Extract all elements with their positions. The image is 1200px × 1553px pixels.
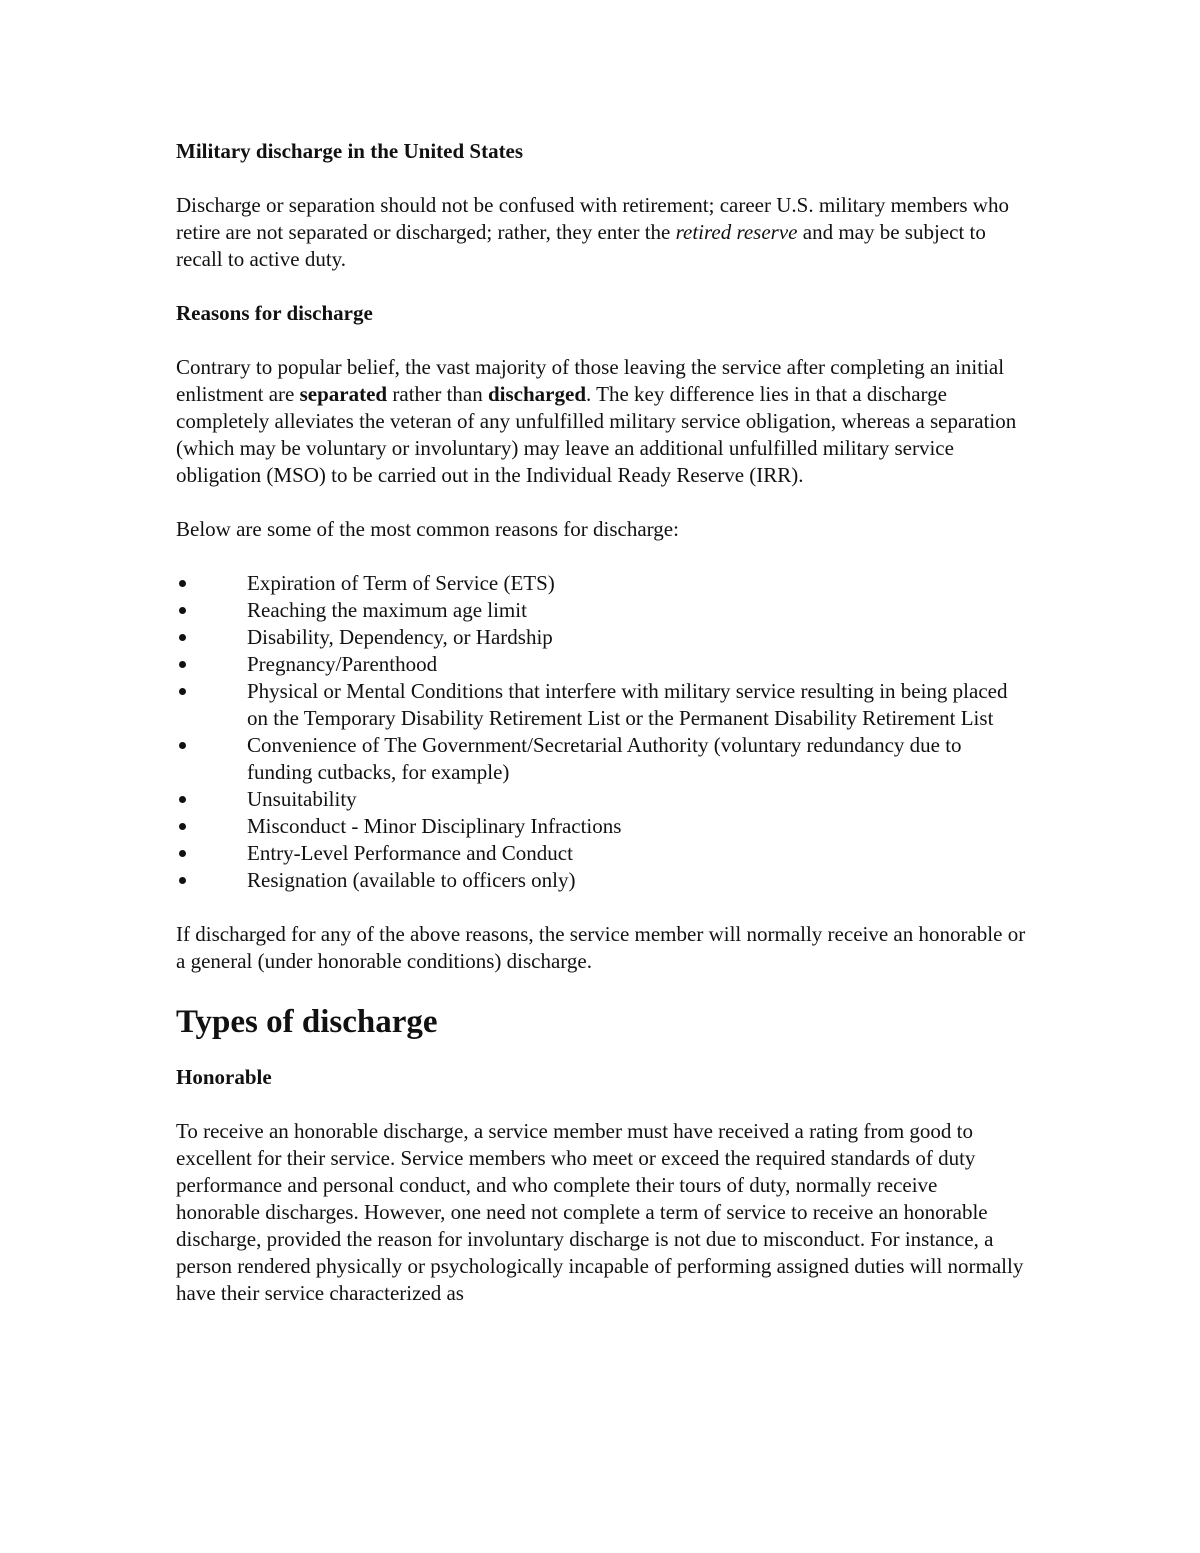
list-item: [247, 786, 1026, 813]
list-item-text: Disability, Dependency, or Hardship: [247, 625, 553, 649]
list-item-text: Pregnancy/Parenthood: [247, 652, 438, 676]
list-item: [247, 597, 1026, 624]
list-item: [247, 867, 1026, 894]
list-item: [247, 651, 1026, 678]
honorable-paragraph: To receive an honorable discharge, a service member must have received a rating from good to excellent for their service. Service members who meet or exceed the required standards of duty performance and personal conduct, and who complete their tours of duty, normally receive honorable discharges. However, one need not complete a term of service to receive an honorable discharge, provided the reason for involuntary discharge is not due to misconduct. For instance, a person rendered physically or psychologically incapable of performing assigned duties will normally have their service characterized as: [176, 1119, 1024, 1305]
list-item: [247, 570, 1026, 597]
document-title: Military discharge in the United States: [176, 139, 524, 163]
intro-italic-term: retired reserve: [675, 220, 798, 244]
list-item-text: Expiration of Term of Service (ETS): [247, 571, 555, 595]
types-heading: Types of discharge: [176, 1004, 438, 1040]
list-intro: Below are some of the most common reasons for discharge:: [176, 517, 679, 541]
reasons-list: [176, 570, 1026, 894]
list-item-text: Convenience of The Government/Secretarial Authority (voluntary redundancy due to funding cutbacks, for example): [247, 733, 962, 784]
list-item-text: Reaching the maximum age limit: [247, 598, 527, 622]
reasons-bold-separated: separated: [299, 382, 388, 406]
list-item: [247, 732, 1026, 786]
list-outro: If discharged for any of the above reasons, the service member will normally receive an honorable or a general (under honorable conditions) discharge.: [176, 922, 1026, 973]
intro-text-1: Discharge or separation should not be confused with retirement; career U.S. military members who retire are not separated or discharged; rather, they enter the: [176, 193, 1009, 244]
list-item: [247, 813, 1026, 840]
intro-text-2: and may be subject to recall to active duty.: [176, 220, 986, 271]
list-item-text: Misconduct - Minor Disciplinary Infractions: [247, 814, 622, 838]
reasons-text-2: rather than: [387, 382, 488, 406]
list-item: [247, 624, 1026, 651]
honorable-heading: Honorable: [176, 1065, 272, 1089]
reasons-text-3: . The key difference lies in that a discharge completely alleviates the veteran of any unfulfilled military service obligation, whereas a separation (which may be voluntary or involuntary) may leave an additional unfulfilled military service obligation (MSO) to be carried out in the Individual Ready Reserve (IRR).: [176, 382, 1017, 487]
document-page: [176, 138, 1026, 1334]
intro-paragraph: [176, 192, 1026, 273]
reasons-heading: Reasons for discharge: [176, 301, 373, 325]
list-item: [247, 678, 1026, 732]
list-item: [247, 840, 1026, 867]
list-item-text: Physical or Mental Conditions that interfere with military service resulting in being placed on the Temporary Disability Retirement List or the Permanent Disability Retirement List: [247, 679, 1008, 730]
reasons-bold-discharged: discharged: [488, 382, 587, 406]
reasons-text-1: Contrary to popular belief, the vast majority of those leaving the service after completing an initial enlistment are: [176, 355, 1005, 406]
list-item-text: Unsuitability: [247, 787, 357, 811]
reasons-paragraph: [176, 354, 1026, 489]
list-item-text: Resignation (available to officers only): [247, 868, 576, 892]
list-item-text: Entry-Level Performance and Conduct: [247, 841, 573, 865]
